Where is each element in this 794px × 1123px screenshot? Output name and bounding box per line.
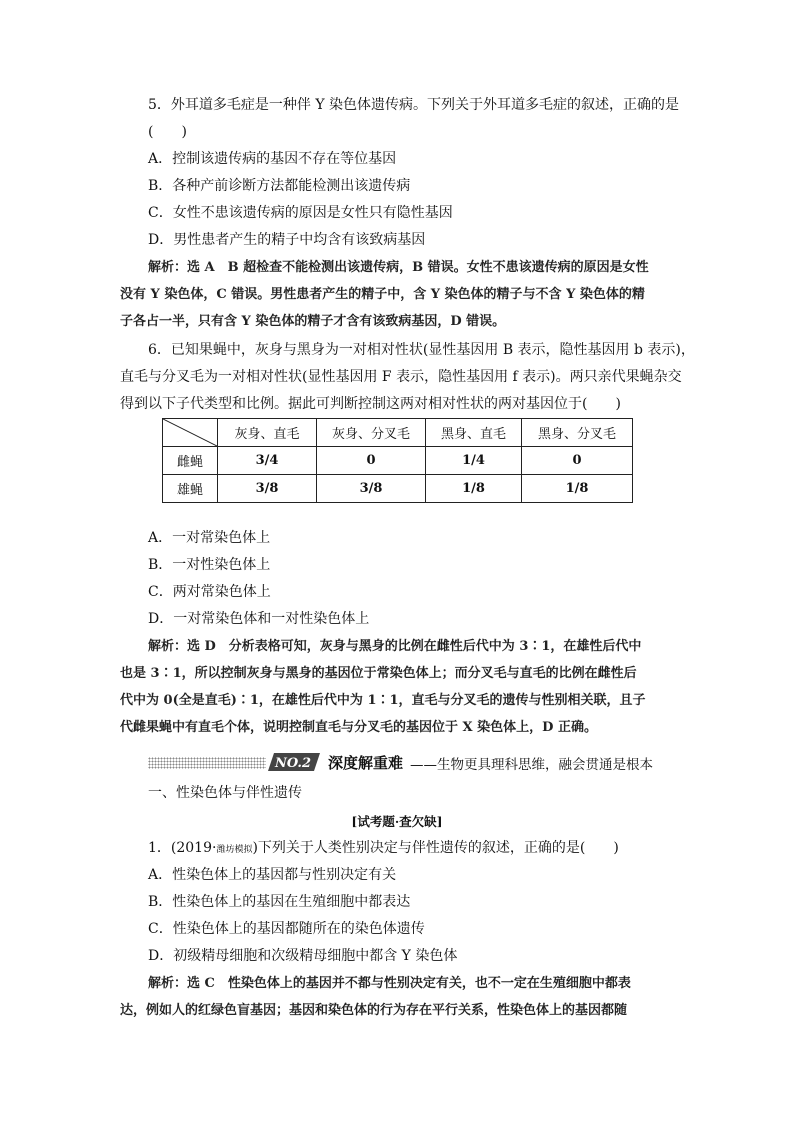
- q6-stem-line-2: 直毛与分叉毛为一对相对性状(显性基因用 F 表示，隐性基因用 f 表示)。两只亲代果蝇杂交: [120, 369, 682, 385]
- q6-analysis-line-2: 也是 3∶1，所以控制灰身与黑身的基因位于常染色体上；而分叉毛与直毛的比例在雌性后: [120, 666, 637, 681]
- q5-option-b: B．各种产前诊断方法都能检测出该遗传病: [148, 178, 411, 194]
- q1-stem: [148, 838, 619, 860]
- q1-analysis-line-2: 达，例如人的红绿色盲基因；基因和染色体的行为存在平行关系，性染色体上的基因都随: [120, 1003, 628, 1018]
- diagonal-line-icon: [163, 419, 217, 446]
- q6-analysis-line-4: 代雌果蝇中有直毛个体，说明控制直毛与分叉毛的基因位于 X 染色体上，D 正确。: [120, 720, 597, 735]
- dotted-pattern: [148, 757, 266, 769]
- q1-option-c: C．性染色体上的基因都随所在的染色体遗传: [148, 921, 425, 937]
- table-corner-cell: [163, 419, 218, 447]
- table-header-cell: 灰身、直毛: [218, 419, 317, 447]
- q6-option-d: D．一对常染色体和一对性染色体上: [148, 611, 370, 627]
- table-row-label: 雄蝇: [163, 475, 218, 503]
- table-row: [163, 447, 633, 475]
- table-cell: 0: [522, 447, 633, 475]
- section-subheading: [试考题·查欠缺]: [351, 814, 443, 829]
- q1-analysis-line-1: 解析：选 C 性染色体上的基因并不都与性别决定有关，也不一定在生殖细胞中都表: [148, 976, 631, 991]
- table-header-cell: 黑身、直毛: [426, 419, 522, 447]
- table-header-cell: 灰身、分叉毛: [317, 419, 426, 447]
- table-row-label: 雌蝇: [163, 447, 218, 475]
- q5-analysis-line-2: 没有 Y 染色体，C 错误。男性患者产生的精子中，含 Y 染色体的精子与不含 Y 染色体的精: [120, 287, 645, 302]
- table-cell: 3/4: [218, 447, 317, 475]
- section-banner: [148, 752, 696, 774]
- q1-stem-rest: )下列关于人类性别决定与伴性遗传的叙述，正确的是( ): [252, 840, 619, 856]
- q1-number: 1．(2019·: [148, 840, 217, 856]
- table-cell: 3/8: [317, 475, 426, 503]
- q1-option-b: B．性染色体上的基因在生殖细胞中都表达: [148, 894, 411, 910]
- table-header-cell: 黑身、分叉毛: [522, 419, 633, 447]
- table-cell: 1/8: [522, 475, 633, 503]
- q5-stem: 5．外耳道多毛症是一种伴 Y 染色体遗传病。下列关于外耳道多毛症的叙述，正确的是: [148, 97, 680, 113]
- q1-option-a: A．性染色体上的基因都与性别决定有关: [148, 867, 397, 883]
- q5-option-a: A．控制该遗传病的基因不存在等位基因: [148, 151, 397, 167]
- q6-option-c: C．两对常染色体上: [148, 584, 271, 600]
- table-cell: 3/8: [218, 475, 317, 503]
- q6-option-a: A．一对常染色体上: [148, 530, 271, 546]
- table-cell: 1/4: [426, 447, 522, 475]
- q5-option-c: C．女性不患该遗传病的原因是女性只有隐性基因: [148, 205, 453, 221]
- q1-source: 潍坊模拟: [216, 845, 253, 855]
- no2-badge-icon: [268, 753, 320, 771]
- banner-title: 深度解重难: [328, 754, 404, 772]
- banner-subtitle: ——生物更具理科思维，融会贯通是根本: [410, 757, 653, 773]
- table-header-row: [163, 419, 633, 447]
- q6-option-b: B．一对性染色体上: [148, 557, 271, 573]
- q1-option-d: D．初级精母细胞和次级精母细胞中都含 Y 染色体: [148, 948, 458, 964]
- q5-analysis-line-1: 解析：选 A B 超检查不能检测出该遗传病，B 错误。女性不患该遗传病的原因是女性: [148, 260, 649, 275]
- q5-answer-paren: ( ): [148, 124, 187, 140]
- table-cell: 0: [317, 447, 426, 475]
- q6-stem-line-1: 6．已知果蝇中，灰身与黑身为一对相对性状(显性基因用 B 表示，隐性基因用 b 表示)，: [148, 342, 695, 358]
- table-row: [163, 475, 633, 503]
- section-heading: 一、性染色体与伴性遗传: [148, 785, 302, 801]
- table-cell: 1/8: [426, 475, 522, 503]
- q6-analysis-line-1: 解析：选 D 分析表格可知，灰身与黑身的比例在雌性后代中为 3∶1，在雄性后代中: [148, 639, 642, 654]
- q5-option-d: D．男性患者产生的精子中均含有该致病基因: [148, 232, 426, 248]
- offspring-ratio-table: [162, 418, 633, 503]
- q6-analysis-line-3: 代中为 0(全是直毛)∶1，在雄性后代中为 1∶1，直毛与分叉毛的遗传与性别相关联，且子: [120, 693, 646, 708]
- q6-stem-line-3: 得到以下子代类型和比例。据此可判断控制这两对相对性状的两对基因位于( ): [120, 396, 621, 412]
- q5-analysis-line-3: 子各占一半，只有含 Y 染色体的精子才含有该致病基因，D 错误。: [120, 314, 506, 329]
- svg-text:NO.2: NO.2: [274, 756, 312, 771]
